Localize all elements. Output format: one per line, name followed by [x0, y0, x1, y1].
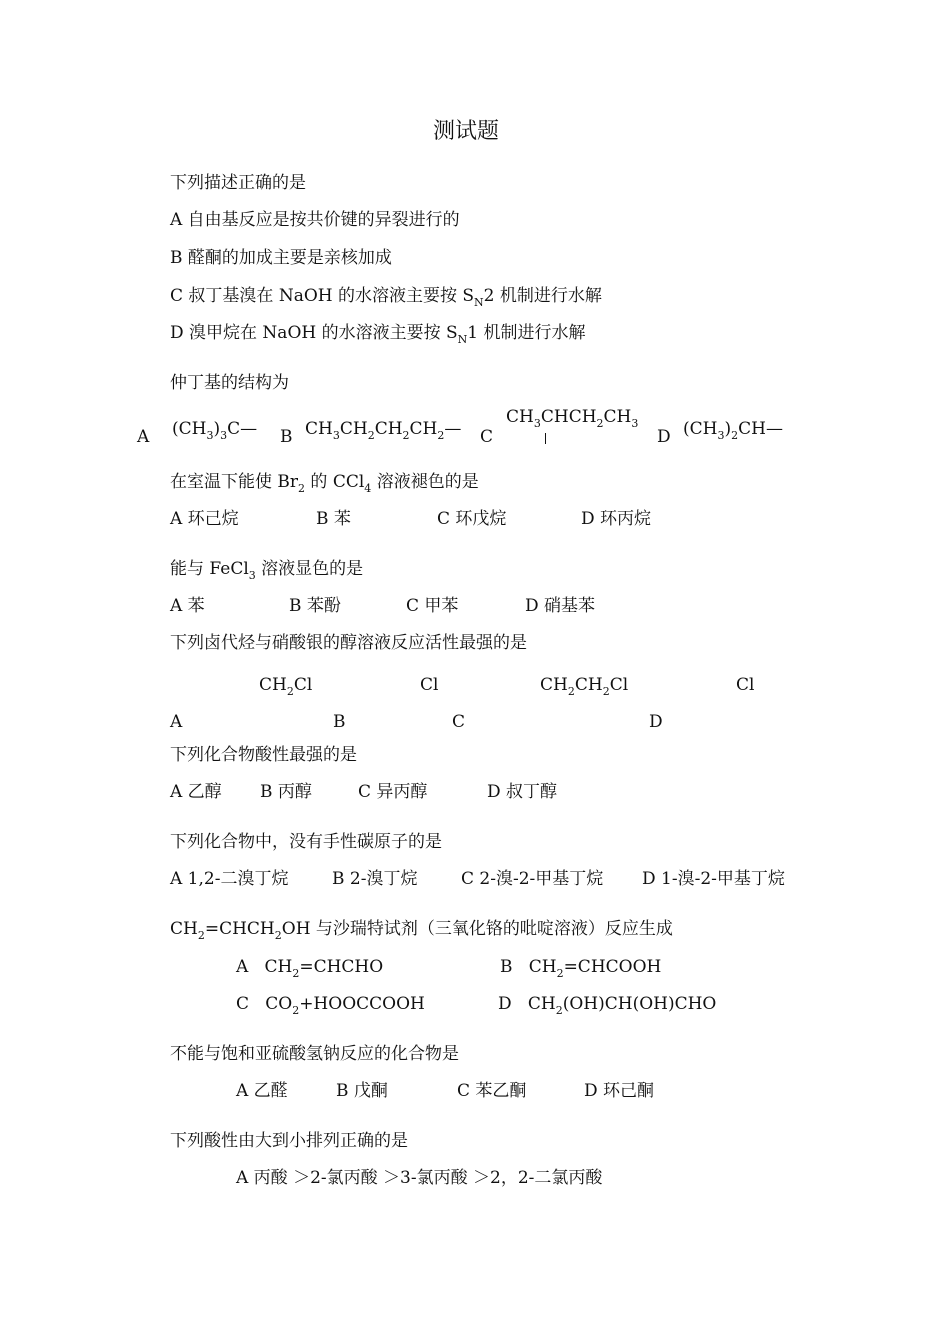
q6-option-d: D 叔丁醇: [487, 782, 558, 802]
q2-label-c: C: [480, 427, 494, 447]
q10-option-a: A 丙酸 ＞2-氯丙酸 ＞3-氯丙酸 ＞2，2-二氯丙酸: [236, 1168, 603, 1188]
q9-option-d: D 环己酮: [584, 1081, 655, 1101]
q2-label-d: D: [657, 427, 671, 447]
q6-option-b: B 丙醇: [260, 782, 312, 802]
q1-option-a: A 自由基反应是按共价键的异裂进行的: [170, 210, 460, 230]
q5-formula-d: Cl: [736, 675, 755, 695]
q3-option-b: B 苯: [316, 509, 351, 529]
q2-formula-c: $CH_3CHCH_2CH_3$: [506, 407, 639, 430]
q7-option-b: B 2-溴丁烷: [332, 869, 418, 889]
q2-formula-c-bond: [545, 427, 546, 447]
q5-formula-a: $CH_2Cl$: [259, 675, 313, 698]
q5-label-a: A: [170, 712, 183, 732]
q2-label-a: A: [137, 427, 150, 447]
q8-option-a: A $CH_2=CHCHO$: [236, 957, 384, 980]
q8-option-b: B $CH_2=CHCOOH$: [500, 957, 662, 980]
q2-formula-a: $(CH_3)_3C—$: [172, 419, 258, 442]
q7-option-d: D 1-溴-2-甲基丁烷: [642, 869, 785, 889]
q3-option-d: D 环丙烷: [581, 509, 652, 529]
page-title: 测试题: [433, 119, 500, 144]
q5-stem: 下列卤代烃与硝酸银的醇溶液反应活性最强的是: [170, 633, 527, 653]
q7-option-a: A 1,2-二溴丁烷: [170, 869, 289, 889]
q5-label-c: C: [452, 712, 466, 732]
q1-option-d: D 溴甲烷在 NaOH 的水溶液主要按 $S_N1$ 机制进行水解: [170, 323, 586, 346]
q6-stem: 下列化合物酸性最强的是: [170, 745, 357, 765]
q2-formula-d: $(CH_3)_2CH—$: [683, 419, 783, 442]
q4-stem: 能与 FeCl$_3$ 溶液显色的是: [170, 559, 364, 582]
q3-stem: 在室温下能使 $Br_2$ 的 CCl$_4$ 溶液褪色的是: [170, 472, 479, 495]
q9-option-c: C 苯乙酮: [457, 1081, 527, 1101]
q2-label-b: B: [280, 427, 293, 447]
q2-stem: 仲丁基的结构为: [170, 373, 289, 393]
q5-label-d: D: [649, 712, 663, 732]
q1-option-b: B 醛酮的加成主要是亲核加成: [170, 248, 392, 268]
q6-option-a: A 乙醇: [170, 782, 222, 802]
q9-option-b: B 戊酮: [336, 1081, 388, 1101]
q5-formula-b: Cl: [420, 675, 439, 695]
q4-option-d: D 硝基苯: [525, 596, 596, 616]
q9-option-a: A 乙醛: [236, 1081, 288, 1101]
q3-option-c: C 环戊烷: [437, 509, 507, 529]
q6-option-c: C 异丙醇: [358, 782, 428, 802]
q5-label-b: B: [333, 712, 346, 732]
q9-stem: 不能与饱和亚硫酸氢钠反应的化合物是: [170, 1044, 459, 1064]
q4-option-c: C 甲苯: [406, 596, 459, 616]
q7-option-c: C 2-溴-2-甲基丁烷: [461, 869, 604, 889]
q1-option-c: C 叔丁基溴在 NaOH 的水溶液主要按 $S_N2$ 机制进行水解: [170, 286, 602, 309]
q4-option-a: A 苯: [170, 596, 205, 616]
q2-formula-b: $CH_3CH_2CH_2CH_2—$: [305, 419, 462, 442]
q3-option-a: A 环己烷: [170, 509, 239, 529]
q8-option-c: C $CO_2+HOOCCOOH$: [236, 994, 425, 1017]
q8-stem: $CH_2=CHCH_2OH$ 与沙瑞特试剂（三氧化铬的吡啶溶液）反应生成: [170, 919, 673, 942]
q7-stem: 下列化合物中，没有手性碳原子的是: [170, 832, 442, 852]
q4-option-b: B 苯酚: [289, 596, 341, 616]
q10-stem: 下列酸性由大到小排列正确的是: [170, 1131, 408, 1151]
q1-stem: 下列描述正确的是: [170, 173, 306, 193]
q8-option-d: D $CH_2(OH)CH(OH)CHO$: [498, 994, 717, 1017]
q5-formula-c: $CH_2CH_2Cl$: [540, 675, 629, 698]
